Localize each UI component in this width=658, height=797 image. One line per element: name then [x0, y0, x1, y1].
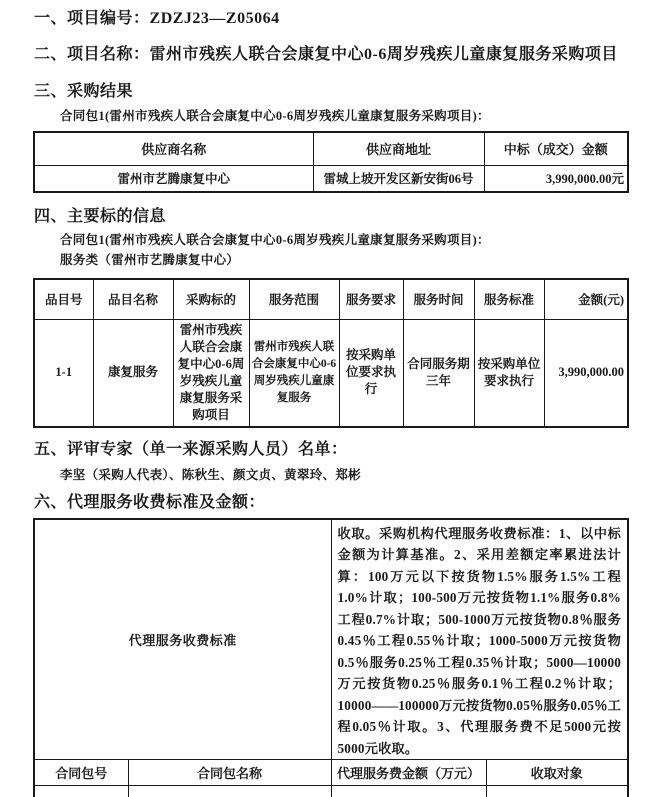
experts-names-line: 李坚（采购人代表）、陈秋生、颜文贞、黄翠玲、郑彬 — [60, 467, 361, 482]
supplier-table-header-row — [34, 132, 628, 165]
section-project-name — [34, 45, 658, 65]
package-name-cell — [128, 786, 331, 797]
section-procurement-result-heading: 三、采购结果 — [34, 83, 134, 100]
service-time-header: 服务时间 — [403, 279, 474, 319]
agency-fee-standard-row — [34, 519, 628, 760]
item-name-cell: 康复服务 — [93, 319, 173, 427]
item-name-header: 品目名称 — [93, 279, 173, 319]
service-range-header: 服务范围 — [249, 279, 339, 319]
section-main-target-heading: 四、主要标的信息 — [34, 208, 167, 225]
supplier-address-cell: 雷城上坡开发区新安街06号 — [313, 165, 484, 192]
project-name-label: 二、项目名称： — [34, 46, 150, 63]
service-requirement-cell: 按采购单位要求执行 — [339, 319, 403, 427]
procurement-target-cell: 雷州市残疾人联合会康复中心0-6周岁残疾儿童康复服务采购项目 — [173, 319, 249, 427]
target-category-line: 服务类（雷州市艺腾康复中心） — [60, 253, 240, 267]
supplier-table-row — [34, 165, 628, 192]
amount-cell: 3,990,000.00 — [544, 319, 628, 427]
service-requirement-header: 服务要求 — [339, 279, 403, 319]
supplier-name-cell: 雷州市艺腾康复中心 — [34, 165, 313, 192]
item-no-cell: 1-1 — [34, 319, 93, 427]
package-name-header: 合同包名称 — [128, 760, 331, 786]
award-amount-cell: 3,990,000.00元 — [484, 165, 628, 192]
items-table-row — [34, 319, 628, 427]
package-no-header: 合同包号 — [34, 760, 128, 786]
service-standard-cell: 按采购单位要求执行 — [474, 319, 544, 427]
service-range-cell: 雷州市残疾人联合会康复中心0-6周岁残疾儿童康复服务 — [249, 319, 339, 427]
supplier-name-header: 供应商名称 — [34, 132, 313, 165]
procurement-target-header: 采购标的 — [173, 279, 249, 319]
agency-fee-table — [33, 518, 629, 797]
result-package-line: 合同包1(雷州市残疾人联合会康复中心0-6周岁残疾儿童康复服务采购项目)： — [60, 109, 490, 123]
agency-fee-amount-cell — [331, 786, 486, 797]
section-project-number — [34, 9, 658, 29]
section-experts-heading: 五、评审专家（单一来源采购人员）名单： — [34, 440, 348, 458]
items-table-header-row — [34, 279, 628, 319]
package-no-cell — [34, 786, 128, 797]
project-number-label: 一、项目编号： — [34, 10, 150, 27]
agency-fee-standard-label: 代理服务收费标准 — [34, 519, 331, 760]
service-standard-header: 服务标准 — [474, 279, 544, 319]
supplier-address-header: 供应商地址 — [313, 132, 484, 165]
project-name-value: 雷州市残疾人联合会康复中心0-6周岁残疾儿童康复服务采购项目 — [149, 46, 618, 63]
supplier-result-table — [33, 131, 629, 193]
amount-header: 金额(元) — [544, 279, 628, 319]
main-target-items-table — [33, 278, 629, 428]
service-time-cell: 合同服务期三年 — [403, 319, 474, 427]
section-agency-fee-heading: 六、代理服务收费标准及金额： — [34, 493, 266, 511]
item-no-header: 品目号 — [34, 279, 93, 319]
award-amount-header: 中标（成交）金额 — [484, 132, 628, 165]
agency-fee-cutoff-row — [34, 786, 628, 797]
project-number-value: ZDZJ23—Z05064 — [149, 10, 280, 27]
procurement-notice-document — [0, 9, 658, 797]
fee-payer-header: 收取对象 — [486, 760, 628, 786]
target-package-line: 合同包1(雷州市残疾人联合会康复中心0-6周岁残疾儿童康复服务采购项目)： — [60, 233, 490, 247]
agency-fee-amount-header: 代理服务费金额（万元） — [331, 760, 486, 786]
agency-fee-standard-text: 收取。采购机构代理服务收费标准：1、以中标金额为计算基准。2、采用差额定率累进法计算：100万元以下按货物1.5%服务1.5%工程1.0%计取；100-500万元按货物1.1%服务0.8%工程0.7%计取；500-1000万元按货物0.8％服务0.45％工程0.55％计取；1000-5000万元按货物0.5％服务0.25％工程0.35％计取；5000—10000万元按货物0.25％服务0.1％工程0.2％计取；10000——100000万元按货物0.05％服务0.05％工程0.05％计取。3、代理服务费不足5000元按5000元收取。 — [331, 519, 628, 760]
agency-fee-subheader-row — [34, 760, 628, 786]
fee-payer-cell — [486, 786, 628, 797]
